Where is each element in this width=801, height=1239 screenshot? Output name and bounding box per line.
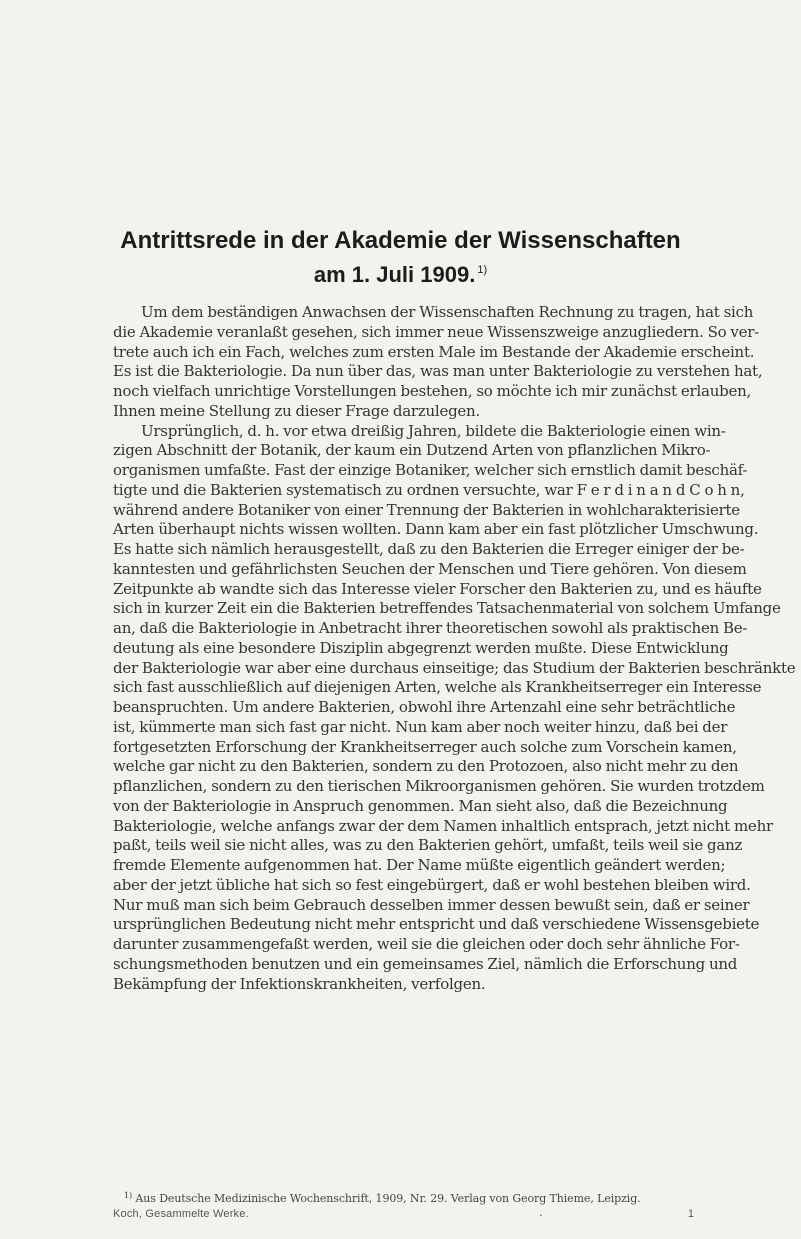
footnote [124,1188,694,1207]
text-line: beanspruchten. Um andere Bakterien, obwohl ihre Artenzahl eine sehr beträchtliche [113,698,736,716]
text-line: an, daß die Bakteriologie in Anbetracht ihrer theoretischen sowohl als praktischen Be- [113,619,748,637]
text-line: ist, kümmerte man sich fast gar nicht. Nun kam aber noch weiter hinzu, daß bei der [113,717,728,736]
text-line: die Akademie veranlaßt gesehen, sich immer neue Wissenszweige anzugliedern. So ver- [113,322,759,341]
text-line: schungsmethoden benutzen und ein gemeinsames Ziel, nämlich die Erforschung und [113,954,738,973]
text-line: welche gar nicht zu den Bakterien, sondern zu den Protozoen, also nicht mehr zu den [113,757,739,776]
text-line: der Bakteriologie war aber eine durchaus einseitige; das Studium der Bakterien beschränkte [113,658,796,677]
text-line: trete auch ich ein Fach, welches zum ersten Male im Bestande der Akademie erscheint. [113,342,755,361]
text-line: zigen Abschnitt der Botanik, der kaum ein Dutzend Arten von pflanzlichen Mikro- [113,441,711,460]
text-line: ursprünglichen Bedeutung nicht mehr entspricht und daß verschiedene Wissensgebiete [113,915,760,934]
title-line-2: am 1. Juli 1909. [313,262,476,287]
text-line: während andere Botaniker von einer Trennung der Bakterien in wohlcharakterisierte [113,500,740,519]
text-line: Ursprünglich, d. h. vor etwa dreißig Jahren, bildete die Bakteriologie einen win- [141,421,726,440]
page-title [60,226,741,256]
footnote-reference: 1) [477,264,488,276]
page-subtitle [60,256,741,289]
text-line: Zeitpunkte ab wandte sich das Interesse vieler Forscher den Bakterien zu, und es häufte [113,579,762,598]
text-line: noch vielfach unrichtige Vorstellungen bestehen, so möchte ich mir zunächst erlauben, [113,382,752,400]
paragraph-1 [113,303,763,422]
text-line: sich fast ausschließlich auf diejenigen Arten, welche als Krankheitserreger ein Interesse [113,678,762,697]
text-line: Um dem beständigen Anwachsen der Wissenschaften Rechnung zu tragen, hat sich [141,303,754,321]
text-line: pflanzlichen, sondern zu den tierischen Mikroorganismen gehören. Sie wurden trotzdem [113,777,765,795]
title-line-1: Antrittsrede in der Akademie der Wissenschaften [120,227,681,254]
text-line: deutung als eine besondere Disziplin abgegrenzt werden mußte. Diese Entwicklung [113,638,729,657]
text-line: Bekämpfung der Infektionskrankheiten, verfolgen. [113,974,486,993]
collection-title: Koch, Gesammelte Werke. [113,1208,249,1220]
text-line: Es hatte sich nämlich herausgestellt, daß zu den Bakterien die Erreger einiger der be- [113,540,745,558]
text-line: Nur muß man sich beim Gebrauch desselben immer dessen bewußt sein, daß er seiner [113,895,750,914]
text-line: paßt, teils weil sie nicht alles, was zu den Bakterien gehört, umfaßt, teils weil sie ganz [113,836,743,855]
text-line: fortgesetzten Erforschung der Krankheitserreger auch solche zum Vorschein kamen, [113,737,737,756]
text-line: Bakteriologie, welche anfangs zwar der dem Namen inhaltlich entsprach, jetzt nicht mehr [113,816,773,835]
text-line: aber der jetzt übliche hat sich so fest eingebürgert, daß er wohl bestehen bleiben wird. [113,875,751,894]
text-line: sich in kurzer Zeit ein die Bakterien betreffendes Tatsachenmaterial von solchem Umfange [113,599,781,618]
page-number: 1 [687,1208,694,1220]
footnote-text: Aus Deutsche Medizinische Wochenschrift, 1909, Nr. 29. Verlag von Georg Thieme, Leipzig. [135,1192,641,1205]
text-line: von der Bakteriologie in Anspruch genommen. Man sieht also, daß die Bezeichnung [113,796,728,815]
text-line: organismen umfaßte. Fast der einzige Botaniker, welcher sich ernstlich damit beschäf- [113,461,748,479]
paragraph-2 [113,421,796,995]
text-line: kanntesten und gefährlichsten Seuchen der Menschen und Tiere gehören. Von diesem [113,559,747,578]
text-line: Es ist die Bakteriologie. Da nun über das, was man unter Bakteriologie zu verstehen hat, [113,362,763,381]
text-line: tigte und die Bakterien systematisch zu ordnen versuchte, war F e r d i n a n d C o h n, [113,480,745,499]
text-line: darunter zusammengefaßt werden, weil sie die gleichen oder doch sehr ähnliche For- [113,935,740,953]
text-line: Ihnen meine Stellung zu dieser Frage darzulegen. [113,401,480,420]
body-text [113,303,796,994]
footer-dot: . [539,1204,543,1219]
text-line: fremde Elemente aufgenommen hat. Der Name müßte eigentlich geändert werden; [113,856,726,874]
page-footer [113,1206,694,1222]
footnote-marker: 1) [124,1191,133,1200]
text-line: Arten überhaupt nichts wissen wollten. Dann kam aber ein fast plötzlicher Umschwung. [113,520,759,539]
